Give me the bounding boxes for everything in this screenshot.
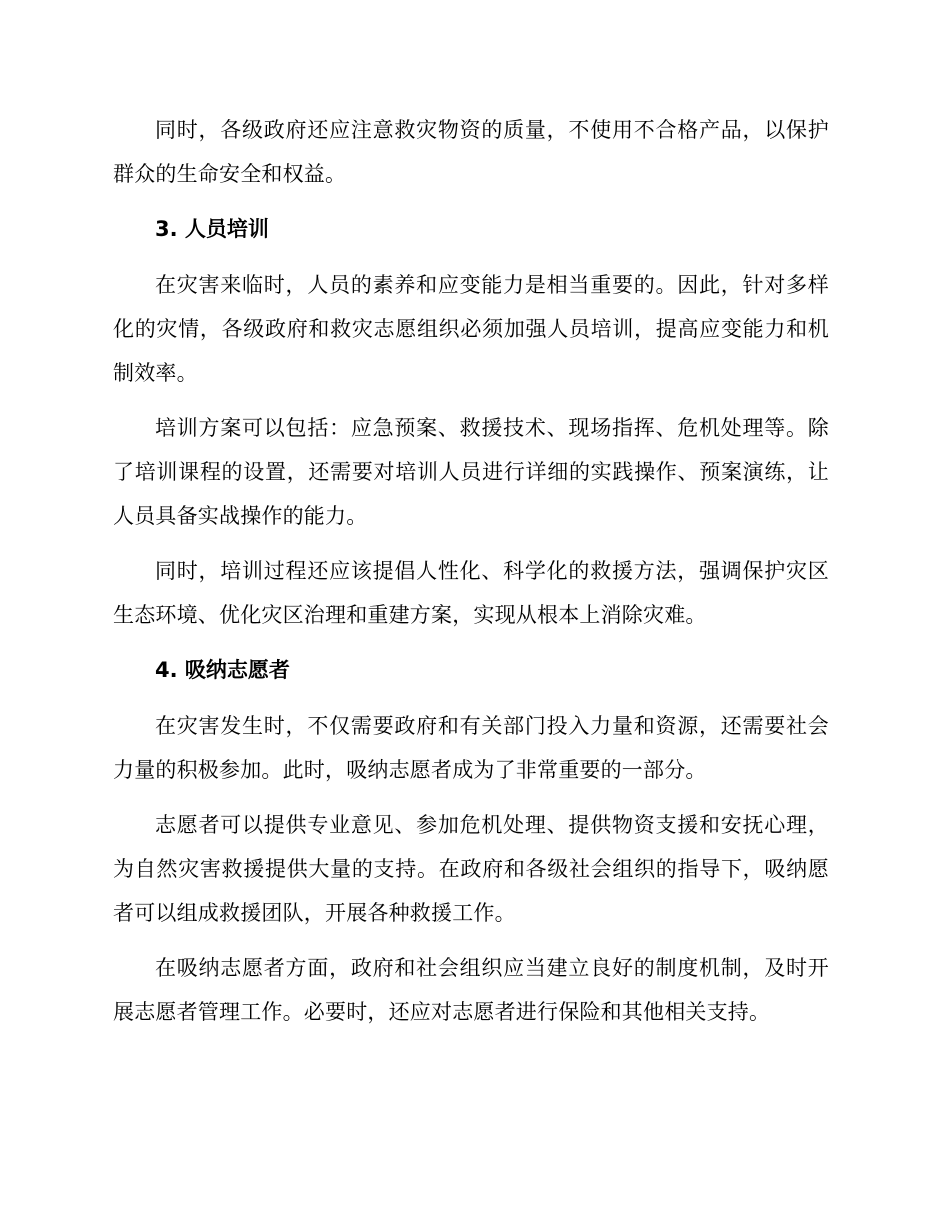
paragraph: 培训方案可以包括：应急预案、救援技术、现场指挥、危机处理等。除了培训课程的设置，还需要对培训人员进行详细的实践操作、预案演练，让人员具备实战操作的能力。 bbox=[113, 416, 829, 528]
paragraph: 在灾害发生时，不仅需要政府和有关部门投入力量和资源，还需要社会力量的积极参加。此时，吸纳志愿者成为了非常重要的一部分。 bbox=[113, 714, 829, 782]
document-body bbox=[113, 108, 829, 1045]
paragraph: 在吸纳志愿者方面，政府和社会组织应当建立良好的制度机制，及时开展志愿者管理工作。必要时，还应对志愿者进行保险和其他相关支持。 bbox=[113, 956, 829, 1024]
section-heading-training: 3. 人员培训 bbox=[155, 217, 269, 241]
section-heading-volunteers: 4. 吸纳志愿者 bbox=[155, 658, 290, 682]
paragraph: 在灾害来临时，人员的素养和应变能力是相当重要的。因此，针对多样化的灾情，各级政府和救灾志愿组织必须加强人员培训，提高应变能力和机制效率。 bbox=[113, 273, 829, 385]
paragraph: 志愿者可以提供专业意见、参加危机处理、提供物资支援和安抚心理，为自然灾害救援提供大量的支持。在政府和各级社会组织的指导下，吸纳愿者可以组成救援团队，开展各种救援工作。 bbox=[113, 813, 829, 925]
paragraph: 同时，培训过程还应该提倡人性化、科学化的救援方法，强调保护灾区生态环境、优化灾区治理和重建方案，实现从根本上消除灾难。 bbox=[113, 559, 829, 627]
paragraph: 同时，各级政府还应注意救灾物资的质量，不使用不合格产品，以保护群众的生命安全和权益。 bbox=[113, 118, 829, 186]
